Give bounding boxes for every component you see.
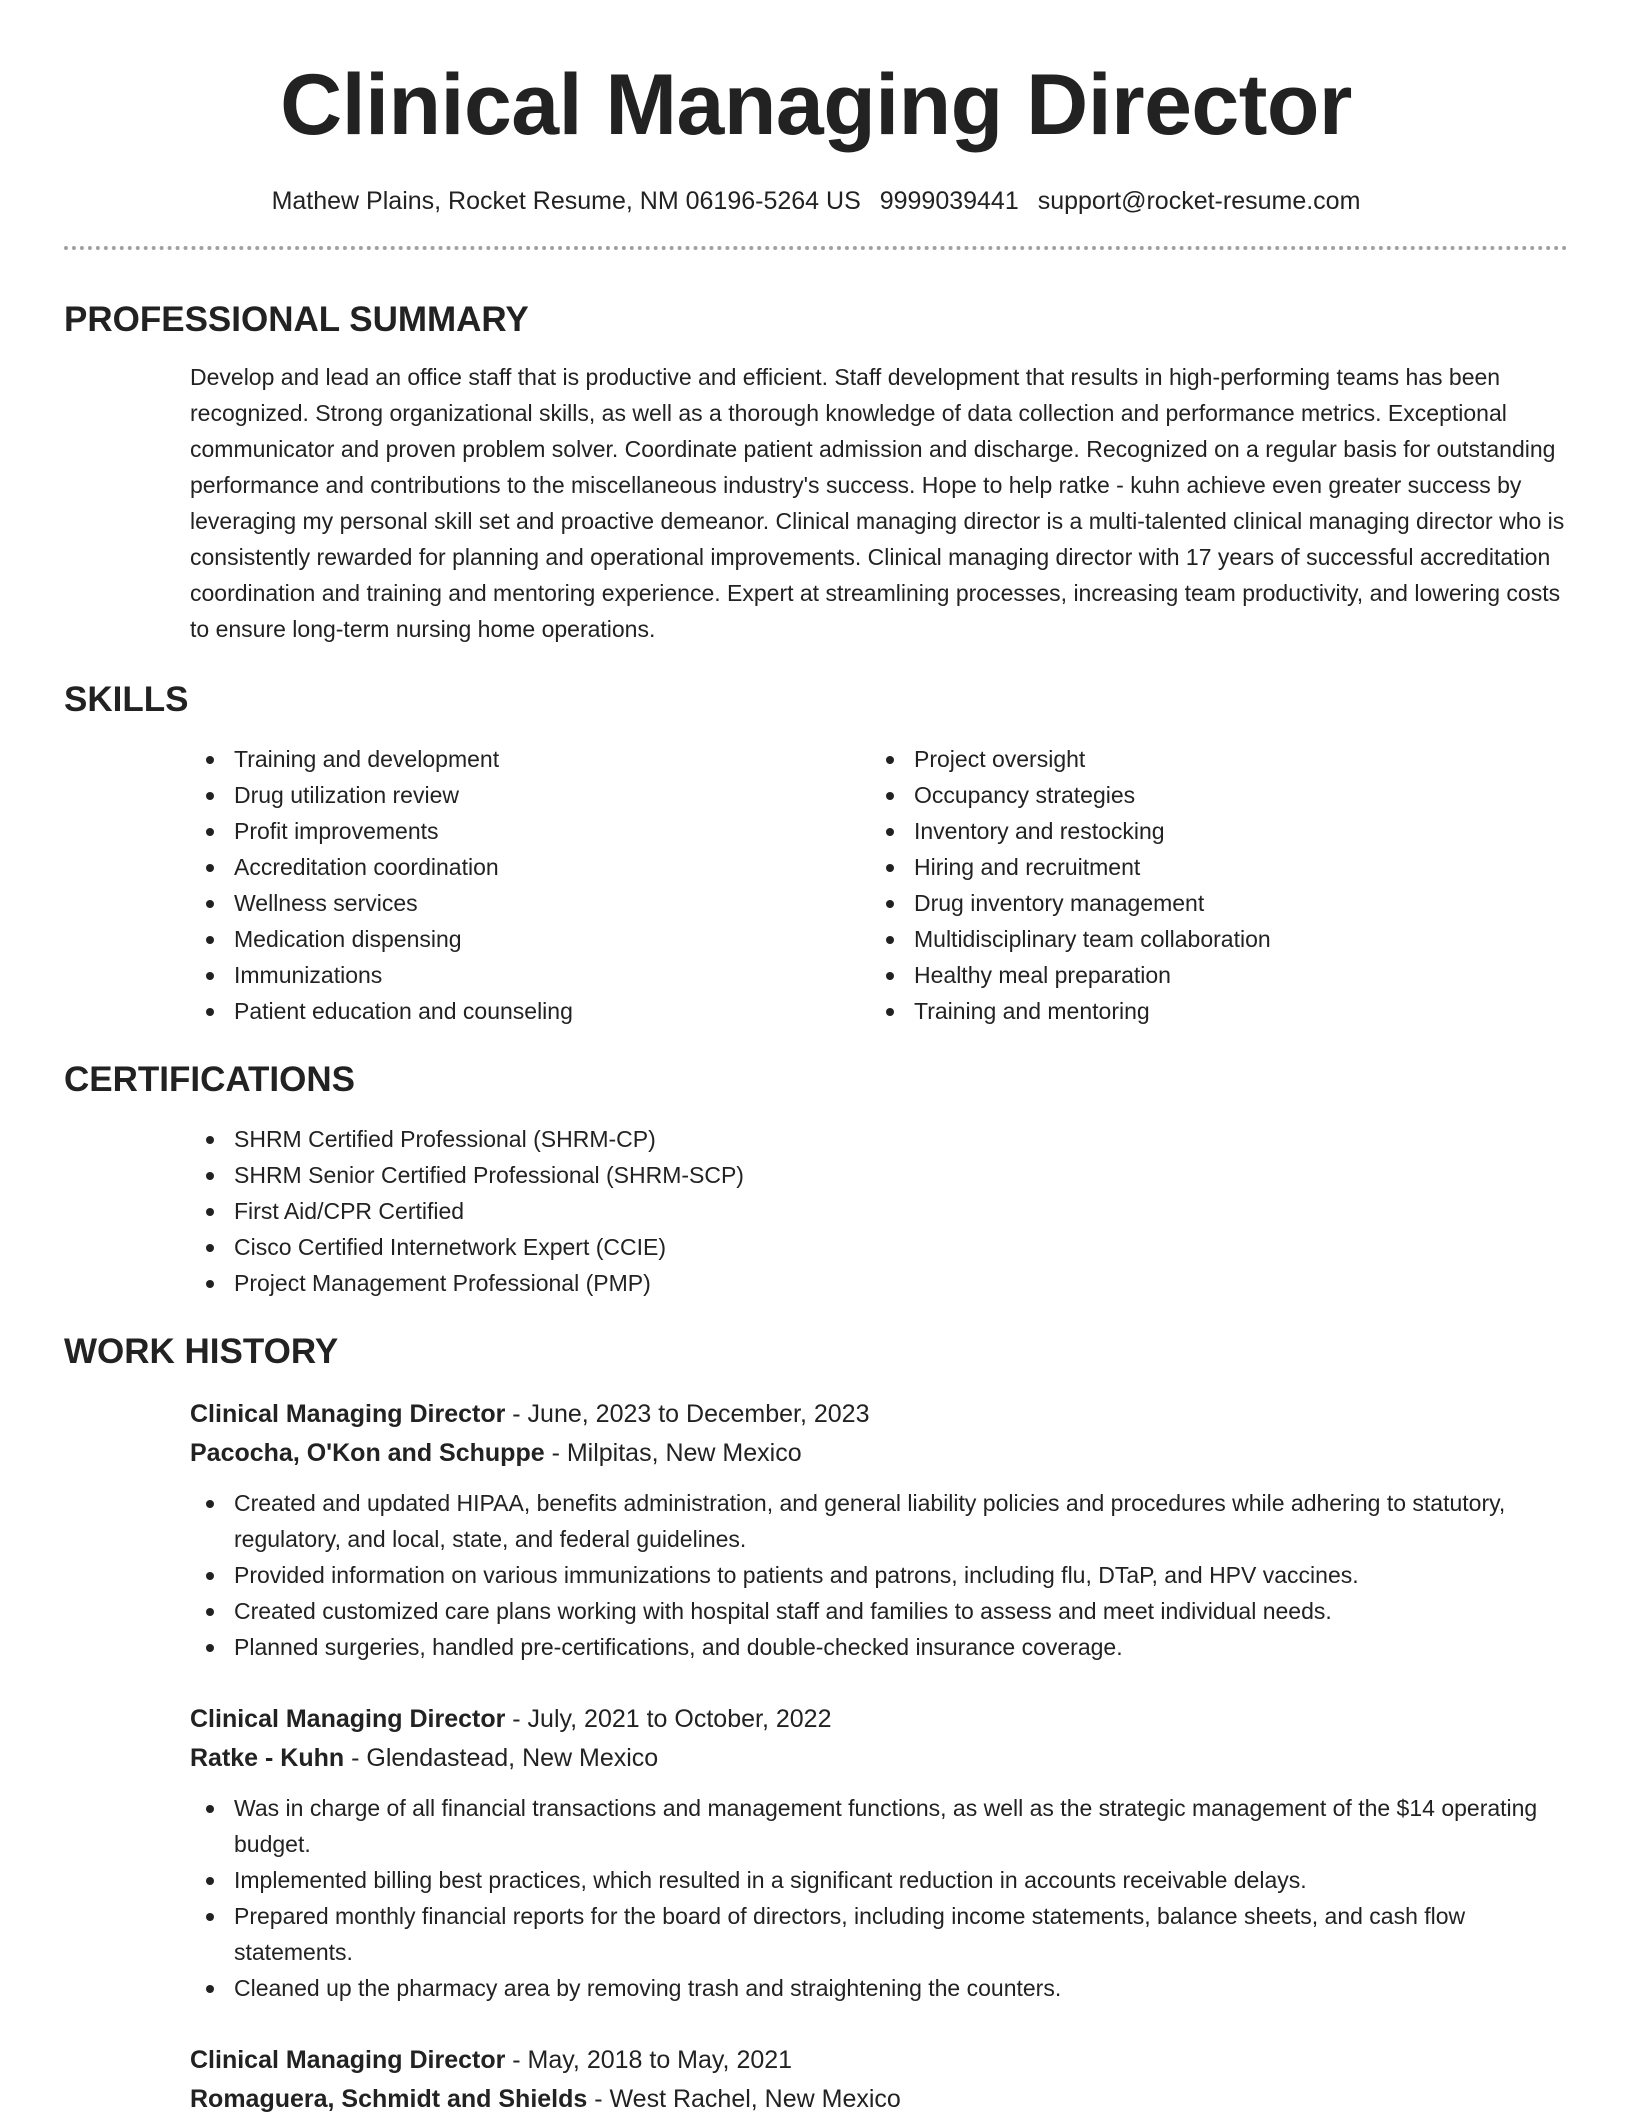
job-bullet: Provided information on various immunizations to patients and patrons, including flu, DTaP, and HPV vaccines. <box>190 1557 1568 1593</box>
certification-item: First Aid/CPR Certified <box>190 1193 1568 1229</box>
skill-item: Project oversight <box>870 741 1550 777</box>
job-company: Pacocha, O'Kon and Schuppe <box>190 1439 545 1467</box>
job-bullet: Created customized care plans working with hospital staff and families to assess and meet individual needs. <box>190 1593 1568 1629</box>
skill-item: Occupancy strategies <box>870 777 1550 813</box>
job-bullet: Implemented billing best practices, which resulted in a significant reduction in accounts receivable delays. <box>190 1862 1568 1898</box>
certifications-heading: CERTIFICATIONS <box>64 1060 356 1099</box>
job-entry <box>190 2041 1568 2112</box>
job-bullet: Planned surgeries, handled pre-certifications, and double-checked insurance coverage. <box>190 1629 1568 1665</box>
summary-text: Develop and lead an office staff that is productive and efficient. Staff development that results in high-performing teams has been recognized. Strong organizational skills, as well as a thorough knowledge of data collection and performance metrics. Exceptional communicator and proven problem solver. Coordinate patient admission and discharge. Recognized on a regular basis for outstanding performance and contributions to the miscellaneous industry's success. Hope to help ratke - kuhn achieve even greater success by leveraging my personal skill set and proactive demeanor. Clinical managing director is a multi-talented clinical managing director who is consistently rewarded for planning and operational improvements. Clinical managing director with 17 years of successful accreditation coordination and training and mentoring experience. Expert at streamlining processes, increasing team productivity, and lowering costs to ensure long-term nursing home operations. <box>190 364 1565 642</box>
skill-item: Wellness services <box>190 885 870 921</box>
skill-item: Accreditation coordination <box>190 849 870 885</box>
header-divider <box>64 246 1568 250</box>
job-company-line <box>190 1434 1568 1473</box>
job-company-line <box>190 1739 1568 1778</box>
phone: 9999039441 <box>879 187 1019 215</box>
skills-left-column <box>190 741 870 1029</box>
job-entry <box>190 1700 1568 2006</box>
skills-right-column <box>870 741 1550 1029</box>
certification-item: Cisco Certified Internetwork Expert (CCIE) <box>190 1229 1568 1265</box>
job-bullet-list <box>190 1790 1568 2006</box>
job-dates: - July, 2021 to October, 2022 <box>505 1705 832 1733</box>
job-dates: - June, 2023 to December, 2023 <box>505 1400 870 1428</box>
job-bullet: Was in charge of all financial transactions and management functions, as well as the strategic management of the $14 operating budget. <box>190 1790 1568 1862</box>
skill-item: Medication dispensing <box>190 921 870 957</box>
job-entry <box>190 1395 1568 1665</box>
job-role: Clinical Managing Director <box>190 1400 506 1428</box>
certification-item: SHRM Senior Certified Professional (SHRM-SCP) <box>190 1157 1568 1193</box>
skill-item: Healthy meal preparation <box>870 957 1550 993</box>
job-bullet: Created and updated HIPAA, benefits administration, and general liability policies and procedures while adhering to statutory, regulatory, and local, state, and federal guidelines. <box>190 1485 1568 1557</box>
job-bullet: Prepared monthly financial reports for the board of directors, including income statements, balance sheets, and cash flow statements. <box>190 1898 1568 1970</box>
skill-item: Hiring and recruitment <box>870 849 1550 885</box>
job-location: - West Rachel, New Mexico <box>587 2085 901 2112</box>
skill-item: Training and development <box>190 741 870 777</box>
summary-heading: PROFESSIONAL SUMMARY <box>64 300 529 339</box>
contact-info <box>64 187 1568 216</box>
skills-heading: SKILLS <box>64 680 189 719</box>
job-role-line <box>190 1700 1568 1739</box>
skill-item: Patient education and counseling <box>190 993 870 1029</box>
job-role: Clinical Managing Director <box>190 1705 506 1733</box>
certifications-list <box>190 1121 1568 1301</box>
work-history-heading: WORK HISTORY <box>64 1332 339 1371</box>
job-location: - Milpitas, New Mexico <box>544 1439 802 1467</box>
resume-name: Clinical Managing Director <box>280 57 1352 153</box>
job-bullet-list <box>190 1485 1568 1665</box>
job-dates: - May, 2018 to May, 2021 <box>505 2046 793 2074</box>
job-company: Romaguera, Schmidt and Shields <box>190 2085 588 2112</box>
skill-item: Inventory and restocking <box>870 813 1550 849</box>
skill-item: Immunizations <box>190 957 870 993</box>
job-role-line <box>190 2041 1568 2080</box>
job-location: - Glendastead, New Mexico <box>344 1744 659 1772</box>
email: support@rocket-resume.com <box>1037 187 1361 215</box>
skill-item: Drug inventory management <box>870 885 1550 921</box>
address: Mathew Plains, Rocket Resume, NM 06196-5264 US <box>271 187 861 215</box>
job-company: Ratke - Kuhn <box>190 1744 345 1772</box>
skill-item: Drug utilization review <box>190 777 870 813</box>
job-company-line <box>190 2080 1568 2112</box>
certification-item: SHRM Certified Professional (SHRM-CP) <box>190 1121 1568 1157</box>
certification-item: Project Management Professional (PMP) <box>190 1265 1568 1301</box>
skill-item: Multidisciplinary team collaboration <box>870 921 1550 957</box>
skill-item: Training and mentoring <box>870 993 1550 1029</box>
skills-grid <box>190 741 1568 1029</box>
job-role: Clinical Managing Director <box>190 2046 506 2074</box>
skill-item: Profit improvements <box>190 813 870 849</box>
job-bullet: Cleaned up the pharmacy area by removing trash and straightening the counters. <box>190 1970 1568 2006</box>
job-role-line <box>190 1395 1568 1434</box>
